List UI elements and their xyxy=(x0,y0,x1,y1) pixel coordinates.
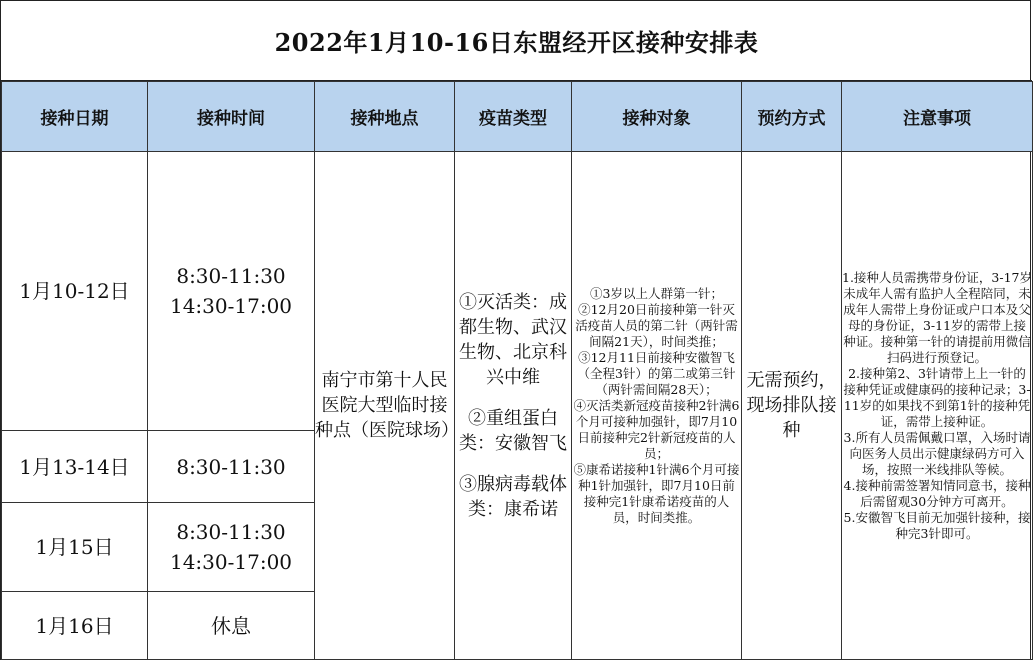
header-row xyxy=(2,82,1033,152)
header-vaccine-type: 疫苗类型 xyxy=(455,82,572,152)
header-appointment: 预约方式 xyxy=(742,82,842,152)
table-row xyxy=(2,152,1033,431)
date-cell: 1月15日 xyxy=(2,503,148,592)
schedule-table xyxy=(1,81,1033,660)
appointment-cell: 无需预约，现场排队接种 xyxy=(742,152,842,660)
time-cell xyxy=(148,431,315,503)
location-cell: 南宁市第十人民医院大型临时接种点（医院球场） xyxy=(315,152,455,660)
time-cell xyxy=(148,152,315,431)
header-time: 接种时间 xyxy=(148,82,315,152)
note-item: 3.所有人员需佩戴口罩，入场时请向医务人员出示健康绿码方可入场，按照一米线排队等候。 xyxy=(843,429,1031,477)
target-item: ②12月20日前接种第一针灭活疫苗人员的第二针（两针需间隔21天），时间类推； xyxy=(575,301,738,349)
note-item: 1.接种人员需携带身份证，3-17岁未成年人需有监护人全程陪同，未成年人需带上身份证或户口本及父母的身份证，3-11岁的需带上接种证。接种第一针的请提前用微信扫码进行预登记。 xyxy=(842,269,1033,365)
vaccine-type-item: ③腺病毒载体类：康希诺 xyxy=(459,473,567,520)
target-cell xyxy=(572,152,742,660)
note-item: 5.安徽智飞目前无加强针接种，接种完3针即可。 xyxy=(843,509,1031,541)
target-item: ⑤康希诺接种1针满6个月可接种1针加强针，即7月10日前接种完1针康希诺疫苗的人员，时间类推。 xyxy=(573,461,740,525)
vaccine-type-item: ②重组蛋白类：安徽智飞 xyxy=(459,407,567,454)
page-title: 2022年1月10-16日东盟经开区接种安排表 xyxy=(1,1,1032,81)
header-target: 接种对象 xyxy=(572,82,742,152)
target-item: ④灭活类新冠疫苗接种2针满6个月可接种加强针，即7月10日前接种完2针新冠疫苗的人员； xyxy=(573,397,740,461)
target-item: ③12月11日前接种安徽智飞（全程3针）的第二或第三针（两针需间隔28天）； xyxy=(577,349,736,397)
target-item: ①3岁以上人群第一针； xyxy=(590,285,723,301)
header-location: 接种地点 xyxy=(315,82,455,152)
time-line: 8:30-11:30 xyxy=(176,454,286,479)
time-line: 休息 xyxy=(211,613,251,638)
date-cell: 1月10-12日 xyxy=(2,152,148,431)
time-cell xyxy=(148,503,315,592)
vaccine-type-item: ①灭活类：成都生物、武汉生物、北京科兴中维 xyxy=(459,291,567,388)
header-date: 接种日期 xyxy=(2,82,148,152)
notes-cell xyxy=(842,152,1033,660)
date-cell: 1月16日 xyxy=(2,592,148,660)
note-item: 4.接种前需签署知情同意书，接种后需留观30分钟方可离开。 xyxy=(843,477,1031,509)
time-line: 8:30-11:30 xyxy=(176,520,286,544)
time-cell xyxy=(148,592,315,660)
date-cell: 1月13-14日 xyxy=(2,431,148,503)
time-line: 8:30-11:30 xyxy=(176,264,286,288)
vaccine-type-cell xyxy=(455,152,572,660)
time-line: 14:30-17:00 xyxy=(169,294,293,318)
header-notes: 注意事项 xyxy=(842,82,1033,152)
note-item: 2.接种第2、3针请带上上一针的接种凭证或健康码的接种记录；3-11岁的如果找不到第1针的接种凭证，需带上接种证。 xyxy=(843,365,1031,429)
time-line: 14:30-17:00 xyxy=(169,550,293,574)
